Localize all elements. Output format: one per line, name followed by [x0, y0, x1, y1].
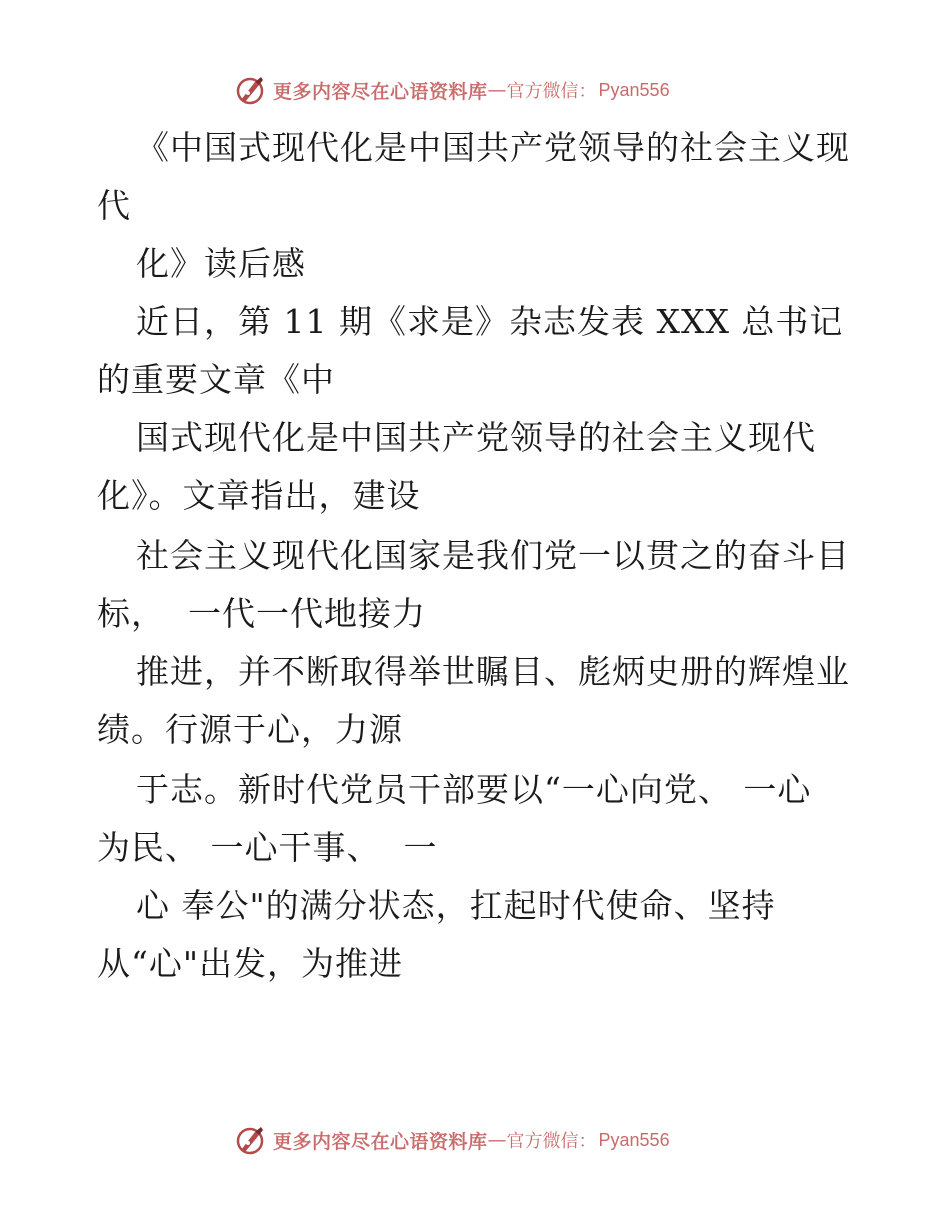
pen-logo-icon: [235, 1124, 267, 1156]
footer-banner: [235, 1124, 670, 1156]
banner-dash: —: [487, 1129, 507, 1151]
banner-sub-text: 官方微信：: [506, 1131, 597, 1152]
text-line: 于志。新时代党员干部要以“一心向党、 一心: [136, 770, 812, 809]
banner-main-text: 更多内容尽在心语资料库: [273, 1130, 488, 1153]
text-line: 标， 一代一代地接力: [97, 594, 426, 633]
text-line: 代: [97, 186, 131, 225]
text-line: 从“心"出发，为推进: [97, 944, 404, 983]
text-line: 化》。文章指出，建设: [97, 476, 421, 515]
text-line: 《中国式现代化是中国共产党领导的社会主义现: [136, 128, 850, 167]
text-line: 绩。行源于心，力源: [97, 710, 403, 749]
text-line: 心 奉公"的满分状态，扛起时代使命、坚持: [136, 886, 776, 925]
text-line: 推进，并不断取得举世瞩目、彪炳史册的辉煌业: [136, 652, 850, 691]
banner-wechat-id: Pyan556: [598, 79, 670, 100]
text-line: 的重要文章《中: [97, 360, 335, 399]
text-line: 社会主义现代化国家是我们党一以贯之的奋斗目: [136, 536, 850, 575]
banner-dash: —: [487, 79, 507, 101]
text-line: 化》读后感: [136, 244, 306, 283]
text-line: 国式现代化是中国共产党领导的社会主义现代: [136, 418, 816, 457]
header-banner: [235, 74, 670, 106]
banner-main-text: 更多内容尽在心语资料库: [273, 80, 488, 103]
pen-logo-icon: [235, 74, 267, 106]
banner-wechat-id: Pyan556: [598, 1129, 670, 1150]
banner-sub-text: 官方微信：: [506, 81, 597, 102]
text-line: 近日，第 11 期《求是》杂志发表 XXX 总书记: [136, 302, 844, 341]
text-line: 为民、 一心干事、 一: [97, 828, 438, 867]
